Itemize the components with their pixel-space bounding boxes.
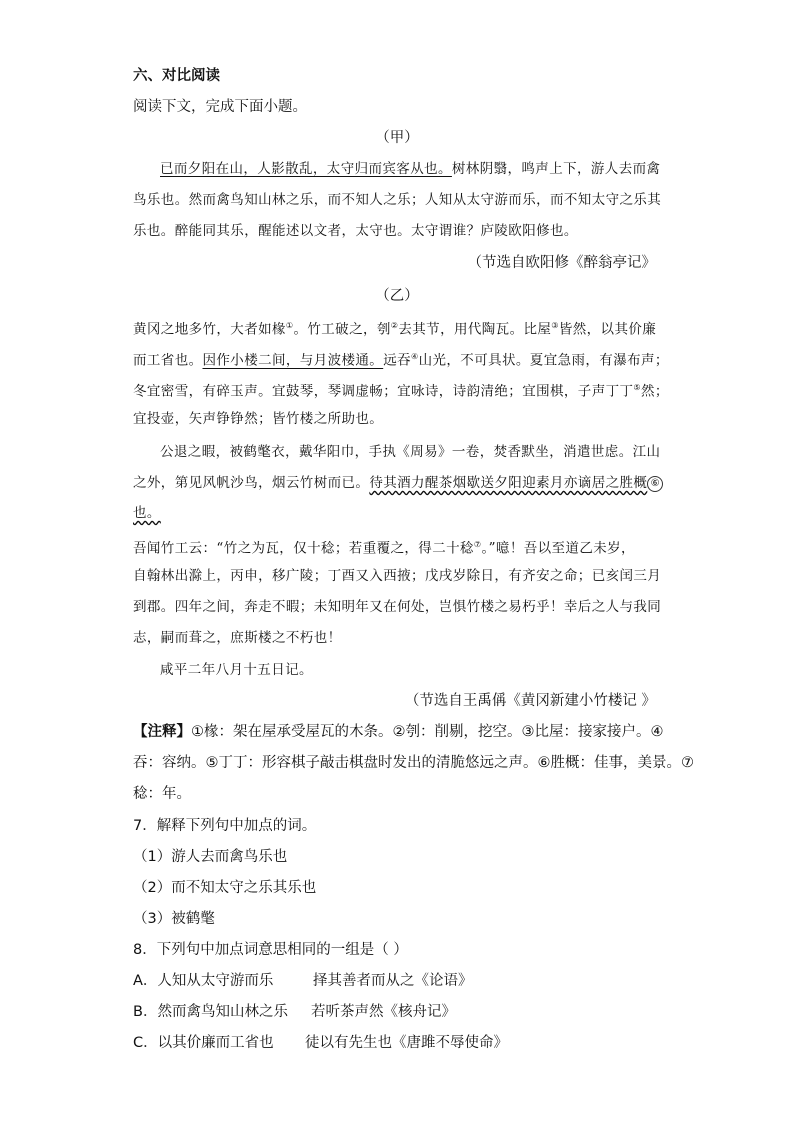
note-ref: ③ <box>551 321 559 330</box>
question-8-option-b: B．然而禽鸟知山林之乐 若听茶声然《核舟记》 <box>133 1004 456 1020</box>
note-ref: ② <box>390 321 399 330</box>
passage-b-para3-line-1: 吾闻竹工云：“竹之为瓦，仅十稔；若重覆之，得二十稔⑦。”噫！吾以至道乙未岁， <box>133 540 635 557</box>
question-8-option-c: C．以其价廉而工省也 徒以有先生也《唐雎不辱使命》 <box>133 1035 508 1051</box>
passage-b-para3-line-2: 自翰林出滁上，丙申，移广陵；丁酉又入西掖；戊戌岁除日，有齐安之命；已亥闰三月 <box>133 568 662 584</box>
question-8-option-a: A．人知从太守游而乐 择其善者而从之《论语》 <box>133 973 473 989</box>
note-ref: ④ <box>411 352 419 361</box>
underlined-sentence: 已而夕阳在山，人影散乱，太守归而宾客从也。 <box>160 161 452 177</box>
passage-b-label: （乙） <box>375 288 419 304</box>
passage-b-para2-line-1: 公退之暇，被鹤氅衣，戴华阳巾，手执《周易》一卷，焚香默坐，消遣世虑。江山 <box>160 444 661 460</box>
notes-line-2: 吞：容纳。⑤丁丁：形容棋子敲击棋盘时发出的清脆悠远之声。⑥胜概：佳事，美景。⑦ <box>133 755 694 771</box>
passage-a-line-2: 鸟乐也。然而禽鸟知山林之乐，而不知人之乐；人知从太守游而乐，而不知太守之乐其 <box>133 192 662 208</box>
question-8-stem: 8．下列句中加点词意思相同的一组是（ ） <box>133 942 408 958</box>
passage-a-source: （节选自欧阳修《醉翁亭记》 <box>467 255 656 271</box>
passage-b-line-4: 宜投壶，矢声铮铮然；皆竹楼之所助也。 <box>133 411 384 427</box>
passage-b-para2-line-3: 也。 <box>133 505 161 521</box>
passage-b-source: （节选自王禹偁《黄冈新建小竹楼记 》 <box>404 693 656 709</box>
notes-line-3: 稔：年。 <box>133 786 191 802</box>
note-ref: ⑤ <box>633 383 641 392</box>
note-ref: ① <box>285 321 294 330</box>
passage-b-line-2: 而工省也。因作小楼二间，与月波楼通。远吞④山光，不可具状。夏宜急雨，有瀑布声； <box>133 352 669 369</box>
passage-a-label: （甲） <box>375 130 419 146</box>
question-7-item-1: （1）游人去而禽鸟乐也 <box>133 849 288 865</box>
notes-line-1: 【注释】①椽：架在屋承受屋瓦的木条。②刳：削剔，挖空。③比屋：接家接户。④ <box>133 724 664 740</box>
note-ref: ⑦ <box>473 540 482 549</box>
question-7-stem: 7．解释下列句中加点的词。 <box>133 818 317 834</box>
notes-label: 【注释】 <box>133 724 191 740</box>
note-ref-circled: ⑥ <box>647 476 663 492</box>
passage-a-line-1: 已而夕阳在山，人影散乱，太守归而宾客从也。树林阴翳，鸣声上下，游人去而禽 <box>160 161 661 177</box>
passage-b-para2-line-2: 之外，第见风帆沙鸟，烟云竹树而已。待其酒力醒茶烟歇送夕阳迎素月亦谪居之胜概 ⑥ <box>133 473 663 493</box>
instruction: 阅读下文，完成下面小题。 <box>133 99 307 115</box>
passage-b-para3-line-4: 志，嗣而葺之，庶斯楼之不朽也！ <box>133 630 342 646</box>
passage-b-date: 咸平二年八月十五日记。 <box>160 662 313 678</box>
wavy-underlined-sentence: 待其酒力醒茶烟歇送夕阳迎素月亦谪居之胜概 <box>369 475 648 491</box>
passage-b-line-3: 冬宜密雪，有碎玉声。宜鼓琴，琴调虚畅；宜咏诗，诗韵清绝；宜围棋，子声丁丁⑤然； <box>133 383 669 400</box>
passage-b-para3-line-3: 到郡。四年之间，奔走不暇；未知明年又在何处，岂惧竹楼之易朽乎！幸后之人与我同 <box>133 599 662 615</box>
passage-b-line-1: 黄冈之地多竹，大者如椽①。竹工破之，刳②去其节，用代陶瓦。比屋③皆然，以其价廉 <box>133 321 657 338</box>
underlined-sentence: 因作小楼二间，与月波楼通。 <box>202 352 384 369</box>
question-7-item-2: （2）而不知太守之乐其乐也 <box>133 880 317 896</box>
passage-a-line-3: 乐也。醉能同其乐，醒能述以文者，太守也。太守谓谁？庐陵欧阳修也。 <box>133 223 578 239</box>
question-7-item-3: （3）被鹤氅 <box>133 911 215 927</box>
section-title: 六、对比阅读 <box>133 68 220 84</box>
